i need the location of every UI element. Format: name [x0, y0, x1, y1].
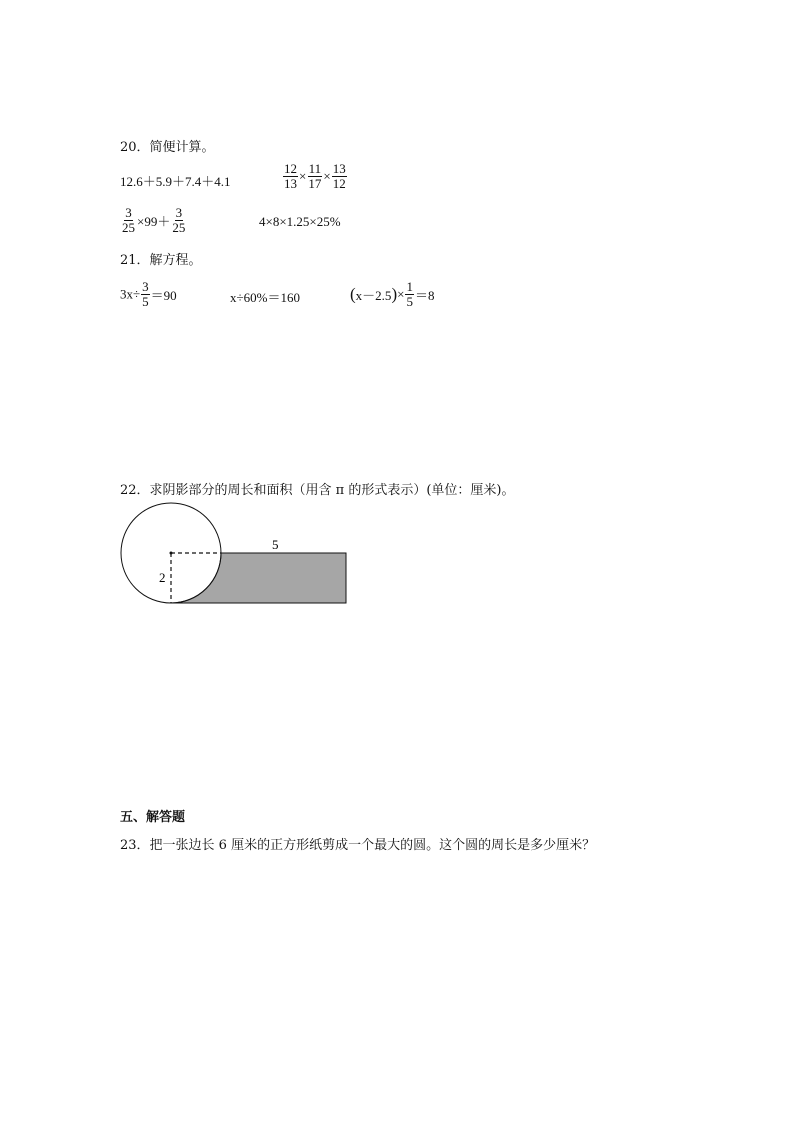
q20-expr-1: 12.6＋5.9＋7.4＋4.1	[120, 174, 231, 189]
q21-title: 21．解方程。	[120, 253, 202, 268]
fraction: $\frac{3}{25}$	[122, 205, 135, 235]
fraction: $\frac{11}{17}$	[308, 161, 322, 191]
q21-expr-3: (x－2.5)× $\frac{1}{5}$ ＝8	[350, 279, 435, 309]
fraction: $\frac{3}{25}$	[172, 205, 186, 235]
shaded-figure	[110, 498, 360, 613]
q20-expr-3: $\frac{3}{25}$ ×99＋ $\frac{3}{25}$	[122, 205, 186, 235]
center-point	[170, 552, 173, 555]
q20-expr-2: $\frac{12}{13}$ × $\frac{11}{17}$ × $\frac{13}{12}$	[284, 161, 346, 191]
length-label: 5	[272, 537, 279, 552]
fraction: $\frac{12}{13}$	[284, 161, 297, 191]
q22-title: 22．求阴影部分的周长和面积（用含 π 的形式表示）(单位：厘米)。	[120, 483, 515, 498]
q20-expr-4: 4×8×1.25×25%	[259, 214, 341, 229]
radius-label: 2	[159, 570, 166, 585]
fraction: $\frac{3}{5}$	[142, 279, 149, 309]
q21-expr-1: 3x÷ $\frac{3}{5}$ ＝90	[120, 279, 177, 309]
q23-title: 23．把一张边长 6 厘米的正方形纸剪成一个最大的圆。这个圆的周长是多少厘米？	[120, 838, 596, 853]
fraction: $\frac{1}{5}$	[406, 279, 413, 309]
q20-title: 20．简便计算。	[120, 140, 215, 155]
q21-expr-2: x÷60%＝160	[230, 290, 300, 305]
fraction: $\frac{13}{12}$	[332, 161, 346, 191]
section-title: 五、解答题	[120, 810, 186, 825]
